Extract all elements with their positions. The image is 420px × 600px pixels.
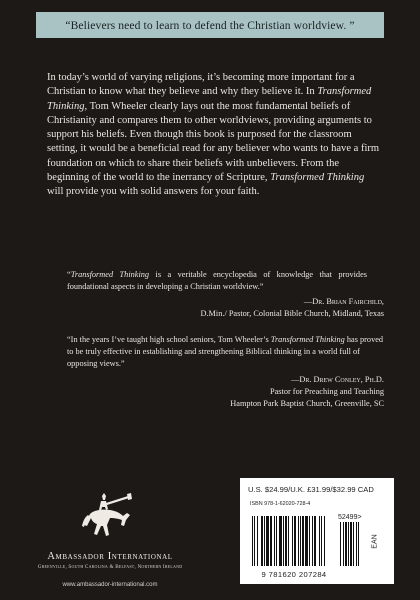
barcode-bar [274, 516, 275, 566]
endorsement-fairchild [67, 269, 367, 293]
barcode-bar [276, 516, 277, 566]
endorsement-2-role: Pastor for Preaching and Teaching [269, 387, 384, 396]
description-part-3: will provide you with solid answers for your faith. [47, 186, 260, 198]
barcode-bar [279, 516, 282, 566]
barcode-addon-bar [348, 522, 349, 566]
endorsement-2-text-b: has proved to be truly effective in establishing and strengthening Biblical thinking in a world full of opposing views.” [67, 335, 384, 368]
barcode-bar [319, 516, 320, 566]
barcode-bar [285, 516, 287, 566]
endorsement-conley [67, 334, 385, 369]
endorsement-2-book-title: Transformed Thinking [270, 335, 345, 344]
isbn-label: ISBN 978-1-62020-728-4 [250, 501, 311, 507]
herald-trumpeter-icon [78, 492, 140, 548]
barcode-number: 9 781620 207284 [261, 570, 327, 579]
description-book-title: Transformed Thinking [47, 86, 372, 112]
endorsement-1-book-title: Transformed Thinking [70, 270, 150, 279]
barcode-bar [270, 516, 272, 566]
publisher-location: Greenville, South Carolina & Belfast, Northern Ireland [37, 564, 183, 570]
publisher-name: Ambassador International [47, 551, 173, 562]
barcode-bar [298, 516, 299, 566]
endorsement-1-credentials: D.Min./ Pastor, Colonial Bible Church, Midland, Texas [200, 309, 384, 318]
ean-label: EAN [371, 534, 379, 549]
barcode-addon-bar [358, 522, 359, 566]
barcode-addon-bar [350, 522, 352, 566]
barcode-bar [324, 516, 325, 566]
description-part-1: In today’s world of varying religions, it’s becoming more important for a Christian to know what they believe and why they believe it. In [47, 72, 355, 98]
endorsement-1-open-quote: “ [67, 270, 71, 279]
barcode-bar [321, 516, 322, 566]
barcode-addon-bar [353, 522, 354, 566]
barcode-bar [283, 516, 284, 566]
barcode-bar [314, 516, 316, 566]
quote-banner [36, 12, 384, 38]
barcode-bar [252, 516, 253, 566]
price-addon-code: 52499> [338, 514, 362, 521]
barcode-bar [288, 516, 289, 566]
barcode-bar [294, 516, 296, 566]
barcode-addon-bar [345, 522, 347, 566]
barcode-bar [305, 516, 308, 566]
publisher-website[interactable]: www.ambassador-international.com [62, 582, 158, 588]
barcode-bar [300, 516, 301, 566]
price-label: U.S. $24.99/U.K. £31.99/$32.99 CAD [248, 485, 374, 494]
barcode-icon [250, 512, 366, 570]
endorsement-1-text: is a veritable encyclopedia of knowledge that provides foundational aspects in developing a Christian worldview.” [67, 270, 367, 291]
barcode-bar [257, 516, 258, 566]
barcode-bar [312, 516, 313, 566]
barcode-bar [254, 516, 255, 566]
endorsement-1-name: —Dr. Brian Fairchild, [303, 297, 384, 306]
barcode-addon-bar [356, 522, 357, 566]
barcode-bar [302, 516, 304, 566]
barcode-addon-bar [343, 522, 344, 566]
description-book-title-2: Transformed Thinking [270, 172, 365, 184]
barcode-bar [264, 516, 265, 566]
endorsement-2-church: Hampton Park Baptist Church, Greenville, SC [230, 399, 384, 408]
banner-quote: “Believers need to learn to defend the Christian worldview. ” [65, 18, 355, 32]
barcode-bar [292, 516, 293, 566]
book-description [47, 71, 381, 200]
endorsement-2-text-a: “In the years I’ve taught high school seniors, Tom Wheeler’s [67, 335, 271, 344]
barcode-bar [261, 516, 263, 566]
endorsement-2-name: —Dr. Drew Conley, Ph.D. [291, 375, 384, 384]
description-part-2: , Tom Wheeler clearly lays out the most fundamental beliefs of Christianity and compares them to other worldviews, providing arguments to support his beliefs. Even though this book is purposed for the classroom setting, it would be a beneficial read for any believer who wants to have a firm foundation on which to share their beliefs with unbelievers. From the beginning of the world to the inerrancy of Scripture, [47, 100, 380, 184]
barcode-bar [309, 516, 310, 566]
barcode-addon-bar [340, 522, 341, 566]
barcode-bar [266, 516, 269, 566]
